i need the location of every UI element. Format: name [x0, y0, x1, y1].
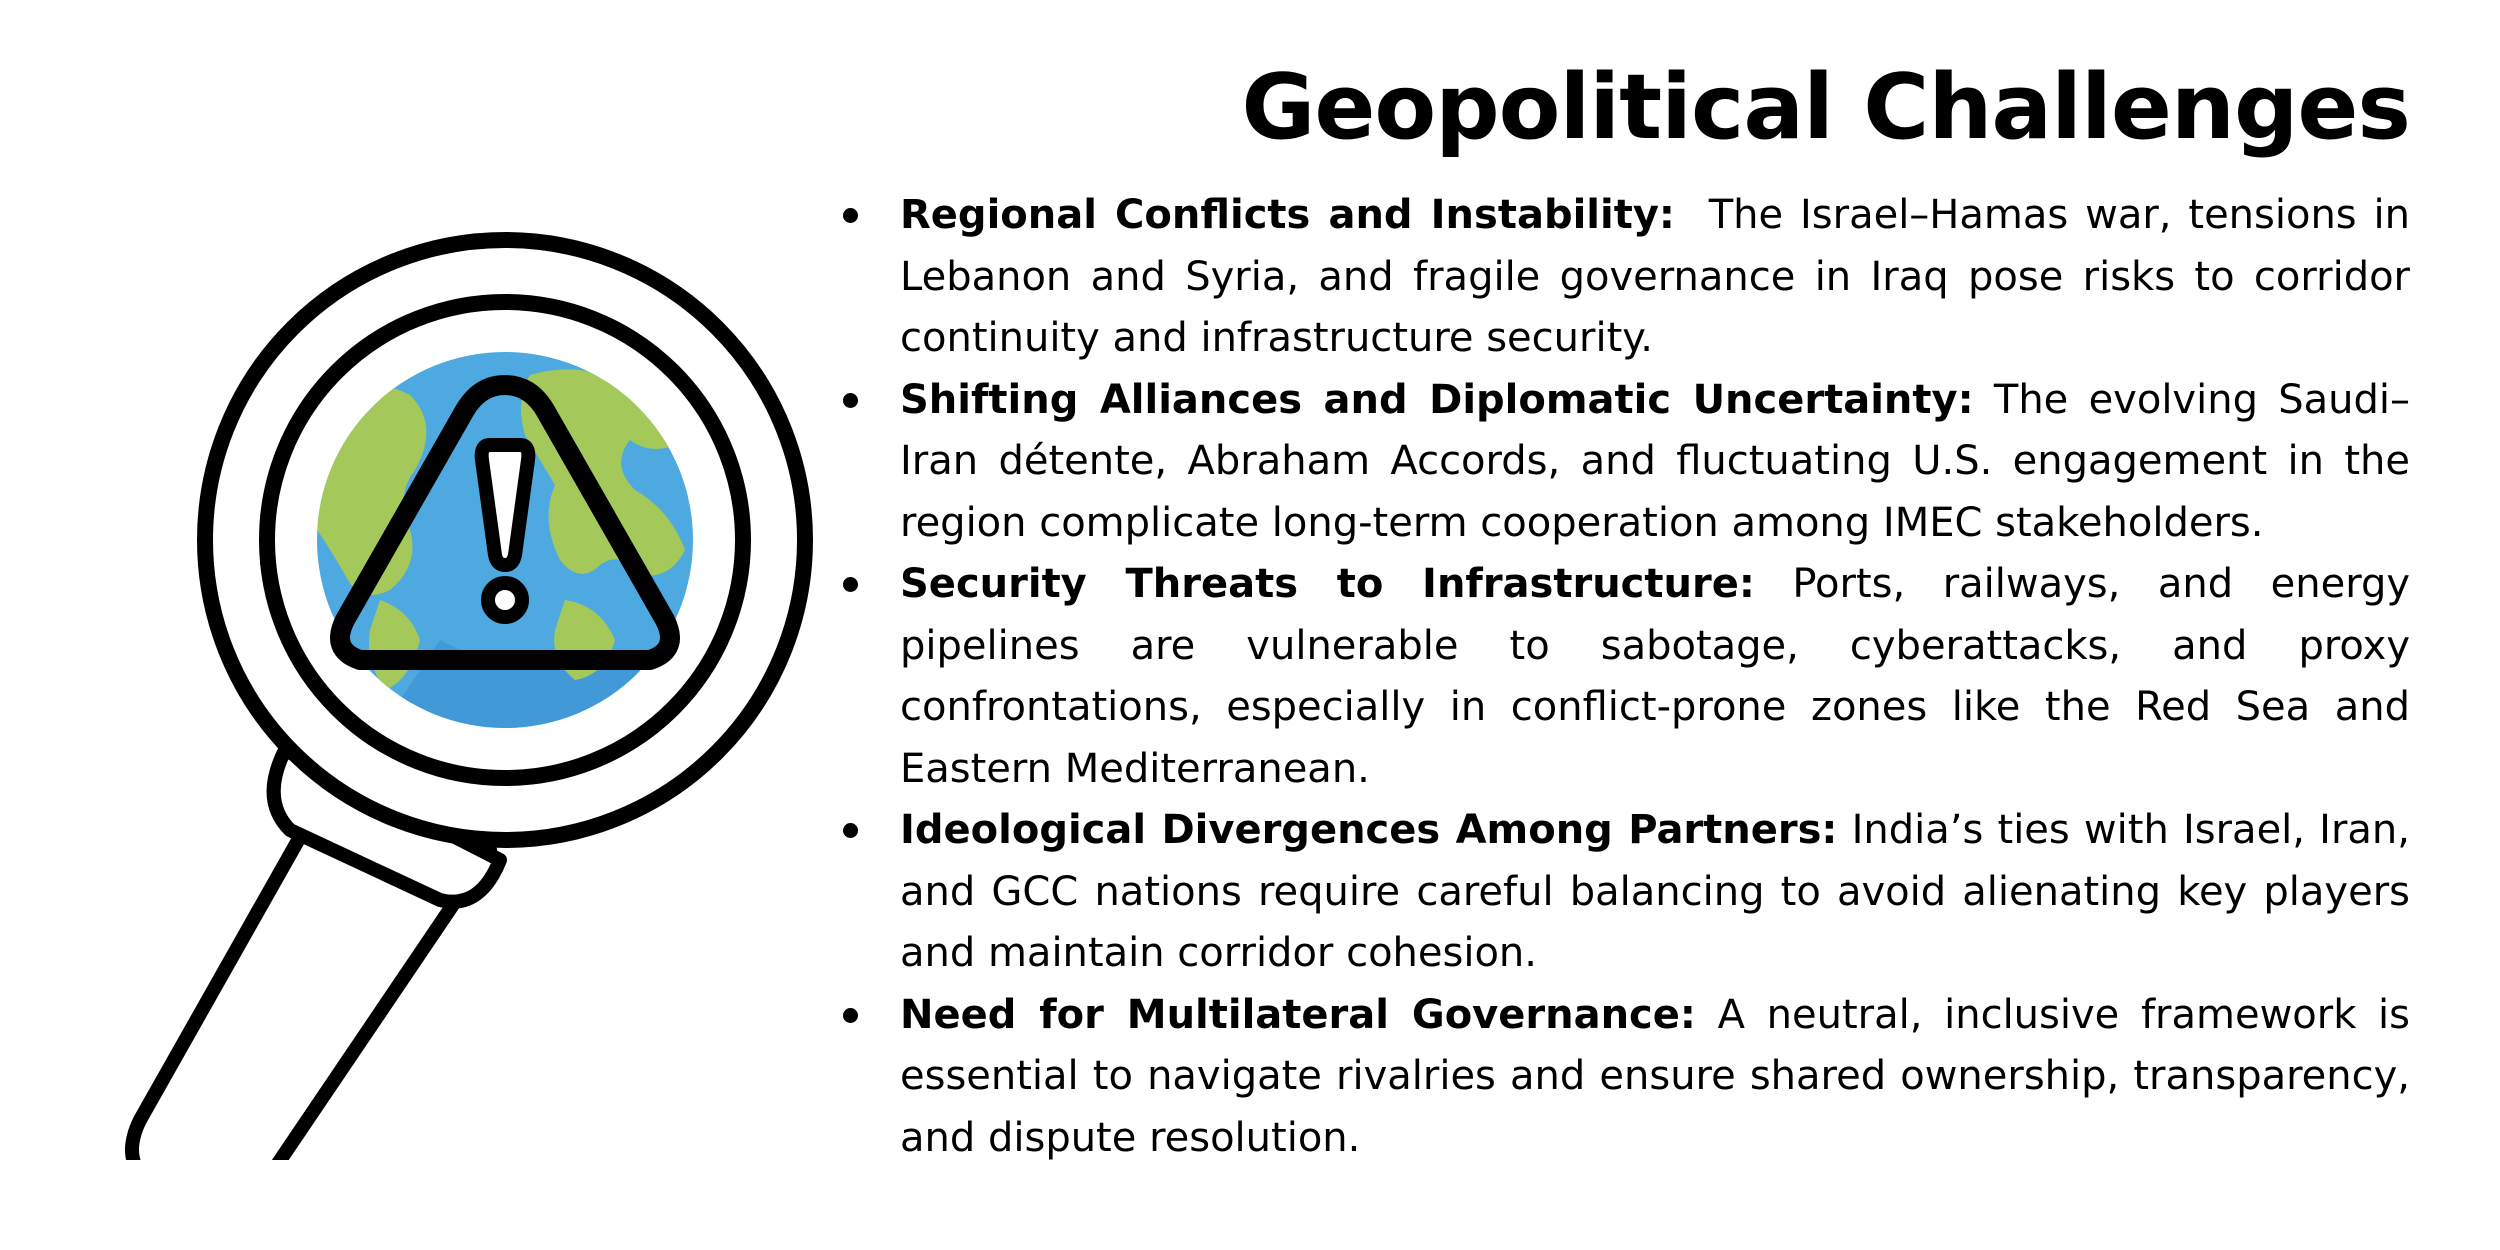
bullet-heading: Shifting Alliances and Diplomatic Uncertainty:	[900, 376, 1974, 423]
bullet-list	[835, 185, 2410, 1169]
bullet-dot-icon	[843, 393, 858, 408]
magnifying-glass-globe-warning-icon	[110, 220, 830, 1160]
list-item	[835, 554, 2410, 800]
list-item	[835, 185, 2410, 370]
list-item	[835, 985, 2410, 1170]
bullet-dot-icon	[843, 1008, 858, 1023]
bullet-heading: Ideological Divergences Among Partners:	[900, 807, 1838, 853]
bullet-heading: Regional Conflicts and Instability:	[900, 192, 1675, 238]
bullet-heading: Security Threats to Infrastructure:	[900, 561, 1755, 607]
bullet-heading: Need for Multilateral Governance:	[900, 991, 1696, 1038]
bullet-text: India’s ties with Israel, Iran, and GCC nations require careful balancing to avoid alienating key players and maintain corridor cohesion.	[900, 807, 2410, 976]
bullet-text: A neutral, inclusive framework is essential to navigate rivalries and ensure shared ownership, transparency, and dispute resolution.	[900, 991, 2410, 1161]
bullet-dot-icon	[843, 208, 858, 223]
bullet-text: The evolving Saudi–Iran détente, Abraham Accords, and fluctuating U.S. engagement in the region complicate long-term cooperation among IMEC stakeholders.	[900, 376, 2411, 546]
bullet-dot-icon	[843, 577, 858, 592]
bullet-text: Ports, railways, and energy pipelines are vulnerable to sabotage, cyberattacks, and proxy confrontations, especially in conflict-prone zones like the Red Sea and Eastern Mediterranean.	[900, 561, 2411, 792]
list-item	[835, 370, 2410, 555]
list-item	[835, 800, 2410, 985]
bullet-text: The Israel–Hamas war, tensions in Lebanon and Syria, and fragile governance in Iraq pose risks to corridor continuity and infrastructure security.	[900, 192, 2411, 361]
content-panel	[835, 50, 2410, 1230]
bullet-dot-icon	[843, 823, 858, 838]
page-title: Geopolitical Challenges	[1241, 55, 2410, 160]
